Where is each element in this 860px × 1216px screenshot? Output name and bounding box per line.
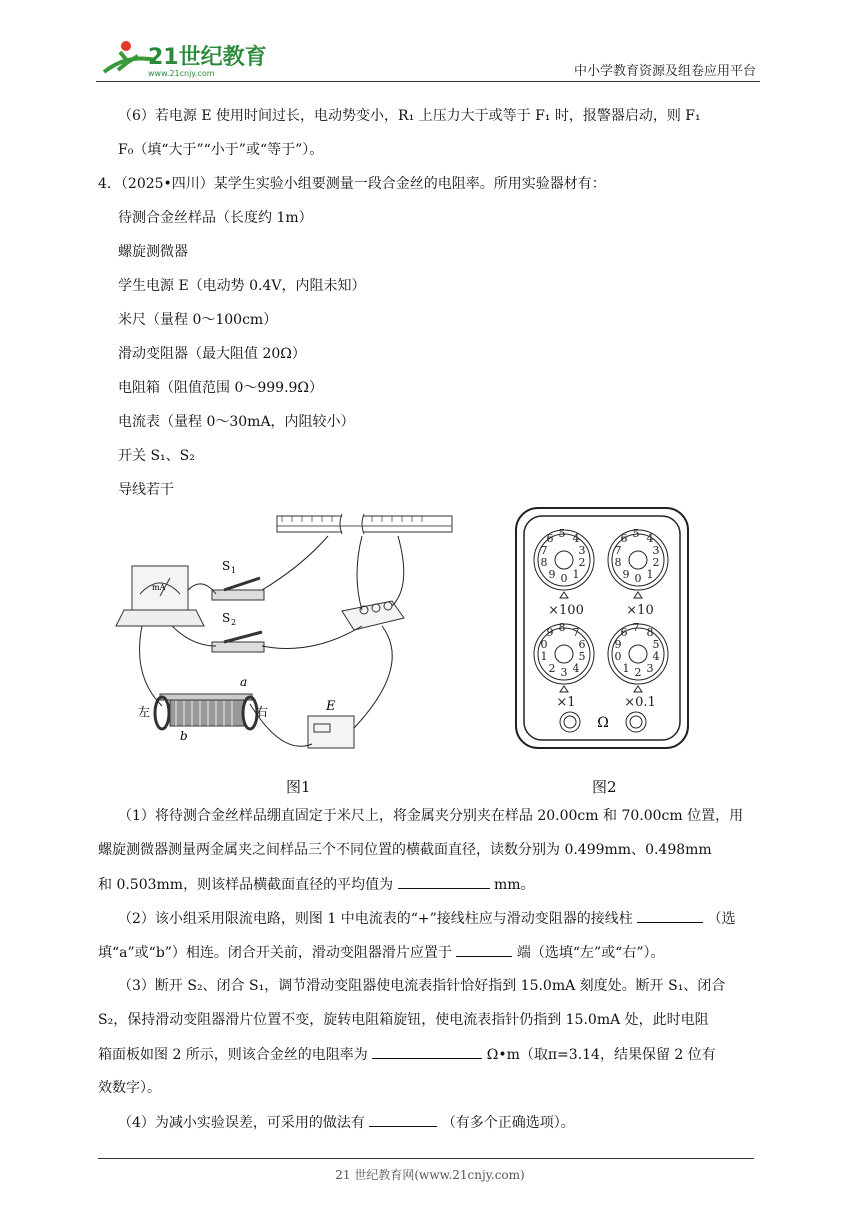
svg-text:9: 9 xyxy=(614,638,622,651)
svg-text:6: 6 xyxy=(578,638,586,651)
material-item: 导线若干 xyxy=(118,482,174,498)
answer-blank-1[interactable] xyxy=(398,874,490,889)
svg-text:1: 1 xyxy=(540,650,548,663)
svg-text:5: 5 xyxy=(632,527,640,540)
part3-line3: 箱面板如图 2 所示，则该合金丝的电阻率为 Ω•m（取π=3.14，结果保留 2 位有 xyxy=(98,1044,716,1065)
svg-text:8: 8 xyxy=(614,556,622,569)
svg-text:www.21cnjy.com: www.21cnjy.com xyxy=(148,69,215,78)
svg-text:3: 3 xyxy=(560,666,568,679)
material-item: 螺旋测微器 xyxy=(118,244,188,260)
answer-blank-4[interactable] xyxy=(372,1044,482,1059)
svg-text:2: 2 xyxy=(548,662,556,675)
svg-text:5: 5 xyxy=(558,527,566,540)
svg-text:1: 1 xyxy=(622,662,630,675)
material-item: 开关 S₁、S₂ xyxy=(118,448,195,464)
part3-line1: （3）断开 S₂、闭合 S₁，调节滑动变阻器使电流表指针恰好指到 15.0mA 刻度处。断开 S₁、闭合 xyxy=(118,978,726,994)
svg-text:3: 3 xyxy=(646,662,654,675)
svg-text:4: 4 xyxy=(646,532,654,545)
part1-line1: （1）将待测合金丝样品绷直固定于米尺上，将金属夹分别夹在样品 20.00cm 和 70.00cm 位置，用 xyxy=(118,808,744,824)
svg-text:2: 2 xyxy=(652,556,660,569)
svg-text:3: 3 xyxy=(578,544,586,557)
svg-text:b: b xyxy=(180,729,188,743)
svg-text:9: 9 xyxy=(548,568,556,581)
part2-line2: 填“a”或“b”）相连。闭合开关前，滑动变阻器滑片应置于 端（选填“左”或“右”）。 xyxy=(98,942,664,963)
svg-text:E: E xyxy=(326,699,336,714)
svg-text:8: 8 xyxy=(558,621,566,634)
svg-text:右: 右 xyxy=(256,705,269,719)
svg-text:S: S xyxy=(222,611,231,625)
footer-text: 21 世纪教育网(www.21cnjy.com) xyxy=(335,1168,525,1182)
svg-text:4: 4 xyxy=(572,662,580,675)
svg-text:Ω: Ω xyxy=(597,715,609,731)
svg-text:5: 5 xyxy=(578,650,586,663)
svg-text:3: 3 xyxy=(652,544,660,557)
svg-text:a: a xyxy=(240,675,248,689)
part3-line4: 效数字）。 xyxy=(98,1080,161,1096)
svg-text:8: 8 xyxy=(540,556,548,569)
svg-text:4: 4 xyxy=(652,650,660,663)
part2-line1: （2）该小组采用限流电路，则图 1 中电流表的“+”接线柱应与滑动变阻器的接线柱 （选 xyxy=(118,908,736,929)
part1-line2: 螺旋测微器测量两金属夹之间样品三个不同位置的横截面直径，读数分别为 0.499mm、0.498mm xyxy=(98,842,712,858)
q4-stem: 4．（2025•四川）某学生实验小组要测量一段合金丝的电阻率。所用实验器材有： xyxy=(98,176,606,192)
svg-text:1: 1 xyxy=(572,568,580,581)
part3-line2: S₂，保持滑动变阻器滑片位置不变，旋转电阻箱旋钮，使电流表指针仍指到 15.0mA 处，此时电阻 xyxy=(98,1012,709,1028)
svg-text:0: 0 xyxy=(540,638,548,651)
part4-line: （4）为减小实验误差，可采用的做法有 （有多个正确选项）。 xyxy=(118,1112,575,1133)
material-item: 滑动变阻器（最大阻值 20Ω） xyxy=(118,346,306,362)
q6-line2: F₀（填“大于”“小于”或“等于”）。 xyxy=(118,142,324,158)
svg-text:2: 2 xyxy=(231,618,237,627)
svg-text:2: 2 xyxy=(634,666,642,679)
dial-multiplier-label: ×0.1 xyxy=(624,695,656,710)
svg-text:0: 0 xyxy=(560,572,568,585)
figure1-circuit xyxy=(112,506,462,766)
material-item: 电阻箱（阻值范围 0～999.9Ω） xyxy=(118,380,324,396)
svg-text:7: 7 xyxy=(572,626,580,639)
svg-text:8: 8 xyxy=(646,626,654,639)
svg-text:7: 7 xyxy=(632,621,640,634)
svg-text:7: 7 xyxy=(540,544,548,557)
svg-text:7: 7 xyxy=(614,544,622,557)
dial-multiplier-label: ×1 xyxy=(556,695,576,710)
material-item: 米尺（量程 0～100cm） xyxy=(118,312,278,328)
material-item: 学生电源 E（电动势 0.4V，内阻未知） xyxy=(118,278,366,294)
svg-text:5: 5 xyxy=(652,638,660,651)
svg-text:0: 0 xyxy=(614,650,622,663)
svg-text:S: S xyxy=(222,559,231,573)
svg-text:6: 6 xyxy=(546,532,554,545)
figure2-caption: 图2 xyxy=(592,778,617,796)
svg-text:9: 9 xyxy=(546,626,554,639)
svg-text:左: 左 xyxy=(138,705,151,719)
answer-blank-5[interactable] xyxy=(369,1112,437,1127)
figure1-caption: 图1 xyxy=(286,778,311,796)
footer-divider xyxy=(98,1158,754,1159)
site-logo xyxy=(96,34,266,80)
answer-blank-2[interactable] xyxy=(637,908,703,923)
figure2-resistance-box xyxy=(514,506,690,750)
svg-text:1: 1 xyxy=(231,566,237,575)
svg-text:6: 6 xyxy=(620,532,628,545)
dial-multiplier-label: ×100 xyxy=(548,603,584,618)
material-item: 电流表（量程 0～30mA，内阻较小） xyxy=(118,414,355,430)
q6-line1: （6）若电源 E 使用时间过长，电动势变小，R₁ 上压力大于或等于 F₁ 时，报警器启动，则 F₁ xyxy=(118,108,701,124)
material-item: 待测合金丝样品（长度约 1m） xyxy=(118,210,313,226)
part1-line3: 和 0.503mm，则该样品横截面直径的平均值为 mm。 xyxy=(98,874,535,895)
svg-text:0: 0 xyxy=(634,572,642,585)
svg-text:21世纪教育: 21世纪教育 xyxy=(148,45,266,70)
platform-name: 中小学教育资源及组卷应用平台 xyxy=(573,64,756,79)
svg-text:9: 9 xyxy=(622,568,630,581)
answer-blank-3[interactable] xyxy=(456,942,512,957)
svg-text:4: 4 xyxy=(572,532,580,545)
svg-text:1: 1 xyxy=(646,568,654,581)
dial-multiplier-label: ×10 xyxy=(626,603,654,618)
svg-text:6: 6 xyxy=(620,626,628,639)
svg-text:mA: mA xyxy=(152,583,166,592)
svg-text:2: 2 xyxy=(578,556,586,569)
header-divider xyxy=(96,81,760,82)
